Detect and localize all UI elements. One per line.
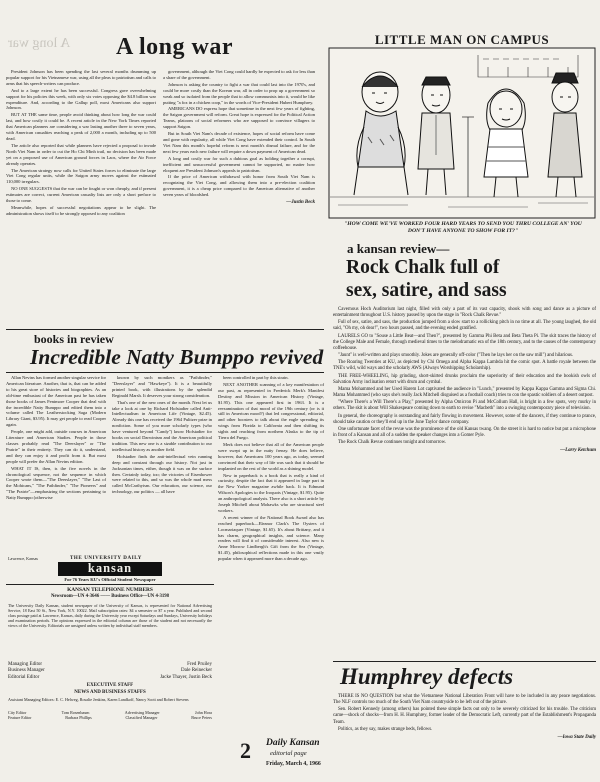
rock-chalk-para: LAURELS GO to "Souse a Little Beat—and Then?", presented by Gamma Phi Beta and Beta Theta Pi. The skit traces the history of the College Male and Female, through medieval times to the melodramatic era of the 18th century, and to the causes of the contemporary coffeehouse.: [333, 333, 596, 351]
rock-chalk-para: "Jaunt" is well-written and plays smoothly. Jokes are generally off-color ("Then he lays her on the saw mill") and hilarious.: [338, 353, 574, 359]
humphrey-para: THERE IS NO QUESTION but what the Vietnamese National Liberation Front will have to be included in any peace negotiations. The NLF controls too much of the South Viet Nam countryside to be left out of the picture.: [333, 694, 596, 706]
divider-top: [6, 329, 324, 330]
humphrey-para: Politics, as they say, makes strange beds, fellows.: [338, 726, 433, 732]
rock-chalk-para: "Where There's a Will There's a Play," presented by Alpha Omicron Pi and McCollum Hall, is bright in a few spots, very murky in others. The skit is about Will Shakespeare coming down to earth to revise "Macbeth" into a swinging contemporary piece of television.: [333, 400, 596, 412]
rock-chalk-byline: —Larry Ketchum: [560, 448, 596, 454]
rock-chalk-para: THE FREE-WHEELING, hip grinding, short-skirted drunks proclaim the superiority of their education and the bookish owls of Salvation Army inclination retort with drum and cymbal.: [333, 373, 596, 385]
staff-person: Fred Pruiley: [187, 662, 212, 667]
natty-para: WHAT IT IS, then, is the five novels in the chronological sequence, not the sequence in which Cooper wrote them—"The Deerslayer," "The Last of the Mohicans," "The Pathfinder," "The Pioneers" and "The Prairie"—emphasizing the sections pertaining to Natty Bumppo (otherwise: [6, 465, 106, 501]
masthead-subtitle: For 76 Years KU's Official Student Newspaper: [64, 577, 156, 582]
staff-person: Jacke Thayer, Justin Beck: [160, 674, 212, 680]
page-number: 2: [240, 738, 251, 763]
rock-chalk-para: Full of sex, satire, and sass, the production jumped from a slow start to a rollicking pitch in no time at all. The young laughed, the old said, "Oh my, oh dear!", two hours passed, and the evening ended gratified.: [333, 320, 596, 332]
long-war-title: A long war: [116, 34, 234, 60]
books-kicker: books in review: [34, 332, 114, 346]
long-war-para: NO ONE SUGGESTS that the war can be fought or won cheaply, and if present estimates are correct, current American casualty lists are only a short preface to those to come.: [6, 186, 156, 204]
natty-para: People, one might add, outside courses in American Literature and American Studies. People in those classes probably read "The Deerslayer" or "The Prairie" in their entirety. They can do it, understand, and they can enjoy it and profit from it. But most people will prefer the Allan Nevins edition.: [6, 429, 106, 464]
long-war-para: Johnson is asking the country to fight a war that could last into the 1970's, and could be more costly than the Korean war, all in order to prop up a government so weak and so isolated from the people that to allow communists into it, would be like putting "a fox in a chicken coop," in the words of Vice-President Hubert Humphrey.: [163, 81, 315, 105]
rock-chalk-para: In general, the choreography is outstanding and fairly flowing in movement. However, some of the dancers, if they continue to prance, should take caution or they'll end up in the June Taylor dance company.: [333, 413, 596, 425]
rock-chalk-title-1: Rock Chalk full of: [346, 257, 500, 278]
long-war-para: The article also reported that while planners have rejected a proposal to invade North Viet Nam in order to cut the Ho Chi Minh trail, no decision has been made yet on a proposed use of American ground forces in Laos, where the Air Force already operates.: [6, 142, 156, 166]
long-war-col1: [6, 69, 156, 218]
exec-role: Feature Editor: [8, 715, 32, 721]
cartoon-caption: "HOW COME WE'VE WORKED FOUR HARD YEARS TO SEND YOU THRU COLLEGE AN' YOU DON'T HAVE ANYONE TO SHOW FOR IT?": [344, 221, 582, 234]
exec-person: Bruce Peters: [191, 715, 212, 721]
masthead-body: The University Daily Kansan, student newspaper of the University of Kansas, is represented for National Advertising Service, 18 East 50 St., New York, N.Y. 10022. Mail subscription rates: $4 a semester or $7 a year. Published and second class postage paid at Lawrence, Kansas, daily during the University year except Saturdays and Sundays, University holidays and examination periods. The opinions expressed in the editorial column are those of the student and not necessarily the views of the University. Editorials are unsigned unless written by individual staff members.: [8, 603, 212, 629]
rock-chalk-kicker: a kansan review—: [347, 241, 450, 256]
long-war-col2: [163, 69, 315, 206]
long-war-para: And to a large extent he has been successful. Congress gave overwhelming support for his policies this week, with only six votes opposing the $4.8 billion war expenditure. And, according to the Gallup poll, most Americans also support Johnson.: [6, 87, 156, 111]
cartoon-title: LITTLE MAN ON CAMPUS: [374, 32, 550, 47]
rock-chalk-para: The Rock Chalk Revue continues tonight and tomorrow.: [338, 440, 446, 446]
phones-title: KANSAN TELEPHONE NUMBERS: [67, 587, 153, 593]
staff-person: Dale Reinecker: [181, 668, 212, 674]
natty-title: Incredible Natty Bumppo revived: [30, 345, 324, 369]
exec-role: City Editor: [8, 710, 27, 715]
long-war-ghost-title: A long war: [8, 36, 71, 51]
exec-role: Classified Manager: [125, 715, 158, 721]
masthead: [6, 556, 214, 774]
long-war-para: government, although the Viet Cong could hardly be expected to ask for less than a share of the government.: [163, 69, 315, 80]
masthead-name: kansan: [87, 561, 133, 575]
exec-label: EXECUTIVE STAFF: [86, 683, 134, 688]
exec-role: Advertising Manager: [124, 710, 160, 715]
natty-para: Allan Nevins has formed another singular service for American literature. Another, that is, that can be added to his great store of histories and biographies. As an old-time enthusiast of the American past he has taken those books of James Fenimore Cooper that deal with the incredible Natty Bumppo and edited them into a volume called The Leatherstocking Saga (Modern Library Giant, $3.95). It may get people to read Cooper again.: [6, 375, 106, 428]
masthead-location: Lawrence, Kansas: [8, 556, 39, 561]
natty-para: been controlled in part by this strain.: [223, 375, 289, 380]
natty-para: New in paperback is a book that is really a kind of curiosity, despite the fact that it appeared in large part in the New Yorker magazine awhile back. It is Edmund Wilson's Apologies to the Iroquois (Vintage, $1.95). Quite an anthropological analysis. There also is a short article by Joseph Mitchell about Mohawks who are structural steel workers.: [218, 472, 324, 513]
rock-chalk-para: The Roaring Twenties at KU, as depicted by Chi Omega and Alpha Kappa Lambda hit the comic spot. A battle royale between the TNE's wild, wild ways and the scholarly AWS (Always Worshipping Scholarship).: [333, 360, 596, 372]
long-war-para: President Johnson has been spending the last several months drumming up popular support for his Vietnamese war, using all the pleas to patriotism and calls to arms that his speech-writers can produce.: [6, 69, 156, 86]
exec-person: John Hora: [195, 710, 212, 715]
natty-rule: [6, 372, 324, 373]
exec-line: NEWS AND BUSINESS STAFFS: [74, 690, 146, 695]
divider-humphrey: [333, 661, 596, 662]
cartoon: [328, 30, 596, 238]
humphrey-para: Sen. Robert Kennedy (among others) has pointed these simple facts out only to be severely criticized for his trouble. The criticism came—shock of shocks—from H. H. Humphrey, former leader of the Democratic Left, currently part of the Establishment's Propaganda Team.: [333, 707, 596, 725]
staff-role: Business Manager: [8, 668, 45, 674]
footer-paper: Daily Kansan: [266, 738, 320, 748]
rock-chalk-body: [333, 307, 596, 454]
long-war-para: But in South Viet Nam's decade of existence, hopes of social reform have come and gone with regularity, all while Viet Cong have extended their control. In South Viet Nam this month's hopeful reform is next month's dismal failure, and for the next few years each new failure will require a down payment of American dead.: [163, 131, 315, 154]
natty-col2: [112, 375, 212, 496]
long-war-para: AMERICANS DO express hope that sometime in the next few years of fighting, the Saigon government will reform. Great hope is expressed for the Political Action Teams, platoons of social reformers who are supposed to convince villagers to support Saigon.: [163, 106, 315, 130]
staff-role: Editorial Editor: [8, 674, 40, 680]
long-war-para: The American strategy now calls for United States forces to eliminate the large Viet Cong regular units, while the Saigon army moves against the estimated 110,000 irregulars.: [6, 167, 156, 185]
long-war-para: Meanwhile, hopes of successful negotiations appear to be slight. The administration shows itself to be strongly opposed to any coalition: [6, 204, 156, 216]
masthead-rule: [6, 584, 214, 585]
rock-chalk-para: One unfortunate facet of the revue was the prominence of the old Kansas twang. On the street it is hard to notice but put a microphone in front of a Kansan and all of a sudden the speaker changes into a Gomer Pyle.: [333, 426, 596, 438]
natty-para: Merk does not believe that all of the American people were swept up in the nutty frenzy. He does believe, however, that Americans 100 years ago, as today, seemed convinced that their way of life was such that it should be implanted on the rest of the world as a shining model.: [218, 441, 324, 471]
rock-chalk-title-2: sex, satire, and sass: [346, 280, 507, 301]
long-war-header: [6, 34, 326, 64]
humphrey-byline: —Iowa State Daily: [557, 734, 596, 740]
footer-date: Friday, March 4, 1966: [266, 761, 321, 767]
natty-para: That's one of the new ones of the month. Next let us take a look at one by Richard Hofstadter called Anti-Intellectualism in American Life (Vintage, $2.45). Already this one has received the 1964 Pulitzer prize in nonfiction. Some of you more scholarly types (who have ventured beyond "Candy") know Hofstadter for books on social Darwinism and the American political tradition. This new one is a sizable contribution to our intellectual history as another field.: [112, 399, 212, 452]
long-war-para: A long and costly war for such a dubious goal as holding together a corrupt, inefficient and unsuccessful government cannot be supported, no matter how eloquent are President Johnson's appeals to patriotism.: [163, 155, 315, 173]
exec-rows: [8, 710, 212, 720]
staff-role: Managing Editor: [8, 662, 43, 667]
long-war-byline: —Justin Beck: [286, 200, 315, 206]
exec-names: Assistant Managing Editors: E. C. Helweg, Rosalie Jenkins, Karen Landkoff, Nancy Scott and Robert Stevens: [8, 697, 189, 702]
phones-line: Newsroom—UN 4-3646 —— Business Office—UN 4-3198: [50, 594, 170, 599]
natty-para: Hofstadter finds the anti-intellectual vein running deep and constant through our history. Not just in Jacksonian times, either, though it was on the surface then. Certainly today, too; the victories of Eisenhower were related to this, and so was the whole mad mess called McCarthyism. Our education, our science, our technology, our politics — all have: [112, 453, 212, 495]
rock-chalk-para: Mama Mohammed and her Used Harem Lot captivated the audience in "Lunch," presented by Kappa Kappa Gamma and Sigma Chi. Mama Mohammed (who says she's really Jack Mitchell disguised as a football coach) tries to con the spastic soldiers of a desert outpost.: [333, 386, 596, 399]
rock-chalk-para: Cavernous Hoch Auditorium last night, filled with only a part of its vast capacity, shook with song and dance as a picture of entertainment throughout U.S. history passed by upon the stage in "Rock Chalk Revue.": [333, 307, 596, 319]
cartoon-drawing: [328, 47, 596, 219]
long-war-para: BUT AT THE same time, people avoid thinking about how long the war could last, and how costly it could be. A recent article in the New York Times reported that American planners are considering a war lasting another three to seven years, with American casualties reaching a peak of 2,000 a month, including up to 500 dead.: [6, 112, 156, 141]
footer-section: editorial page: [270, 750, 307, 757]
exec-row: [8, 715, 212, 720]
staff-row: [8, 675, 212, 681]
natty-col1: [6, 375, 106, 502]
exec-person: Tom Rosenbaum: [61, 710, 90, 715]
humphrey-title: Humphrey defects: [340, 664, 514, 689]
staff-list: [8, 662, 212, 681]
natty-para: NEXT ANOTHER scanning of a key manifestation of our past, as represented in Frederick Merk's Manifest Destiny and Mission in American History (Vintage, $1.95). This one appeared first in 1963. It is a reexamination of that mood of the 19th century (or is it still in American mood?) that led congressional, editorial, and other boosters to talk about the eagle spreading its wings from Florida to California and then shifting its sights and reaching from northern Alaska to the tip of Tierra del Fuego.: [218, 381, 324, 441]
long-war-para: If the price of American withdrawal with honor from South Viet Nam is recognizing the Viet Cong, and allowing them into a pre-election coalition government, it is a cheap price compared to the American alternative of another seven years of bloodshed.: [163, 174, 315, 198]
natty-para: known by such monikers as "Pathfinder," "Deerslayer" and "Hawkeye"). It is a beautifully printed book, with illustrations by the splendid Reginald Marsh. It deserves your strong consideration.: [112, 375, 212, 398]
natty-para: A recent winner of the National Book Award also has reached paperback—Eleanor Clark's The Oysters of Locmariaquer (Vintage, $1.65). It's about Brittany, and it has charm, geographical insights, and science. Many readers will find it of considerable interest. Also new is Anne Morrow Lindbergh's Gift from the Sea (Vintage, $1.45), philosophical reflections made in this one vastly popular when it appeared more than a decade ago.: [218, 514, 324, 562]
natty-col3: [218, 375, 324, 563]
masthead-top-label: THE UNIVERSITY DAILY: [70, 556, 142, 561]
exec-person: Barbara Phillips: [65, 715, 92, 721]
humphrey-body: [333, 694, 596, 741]
